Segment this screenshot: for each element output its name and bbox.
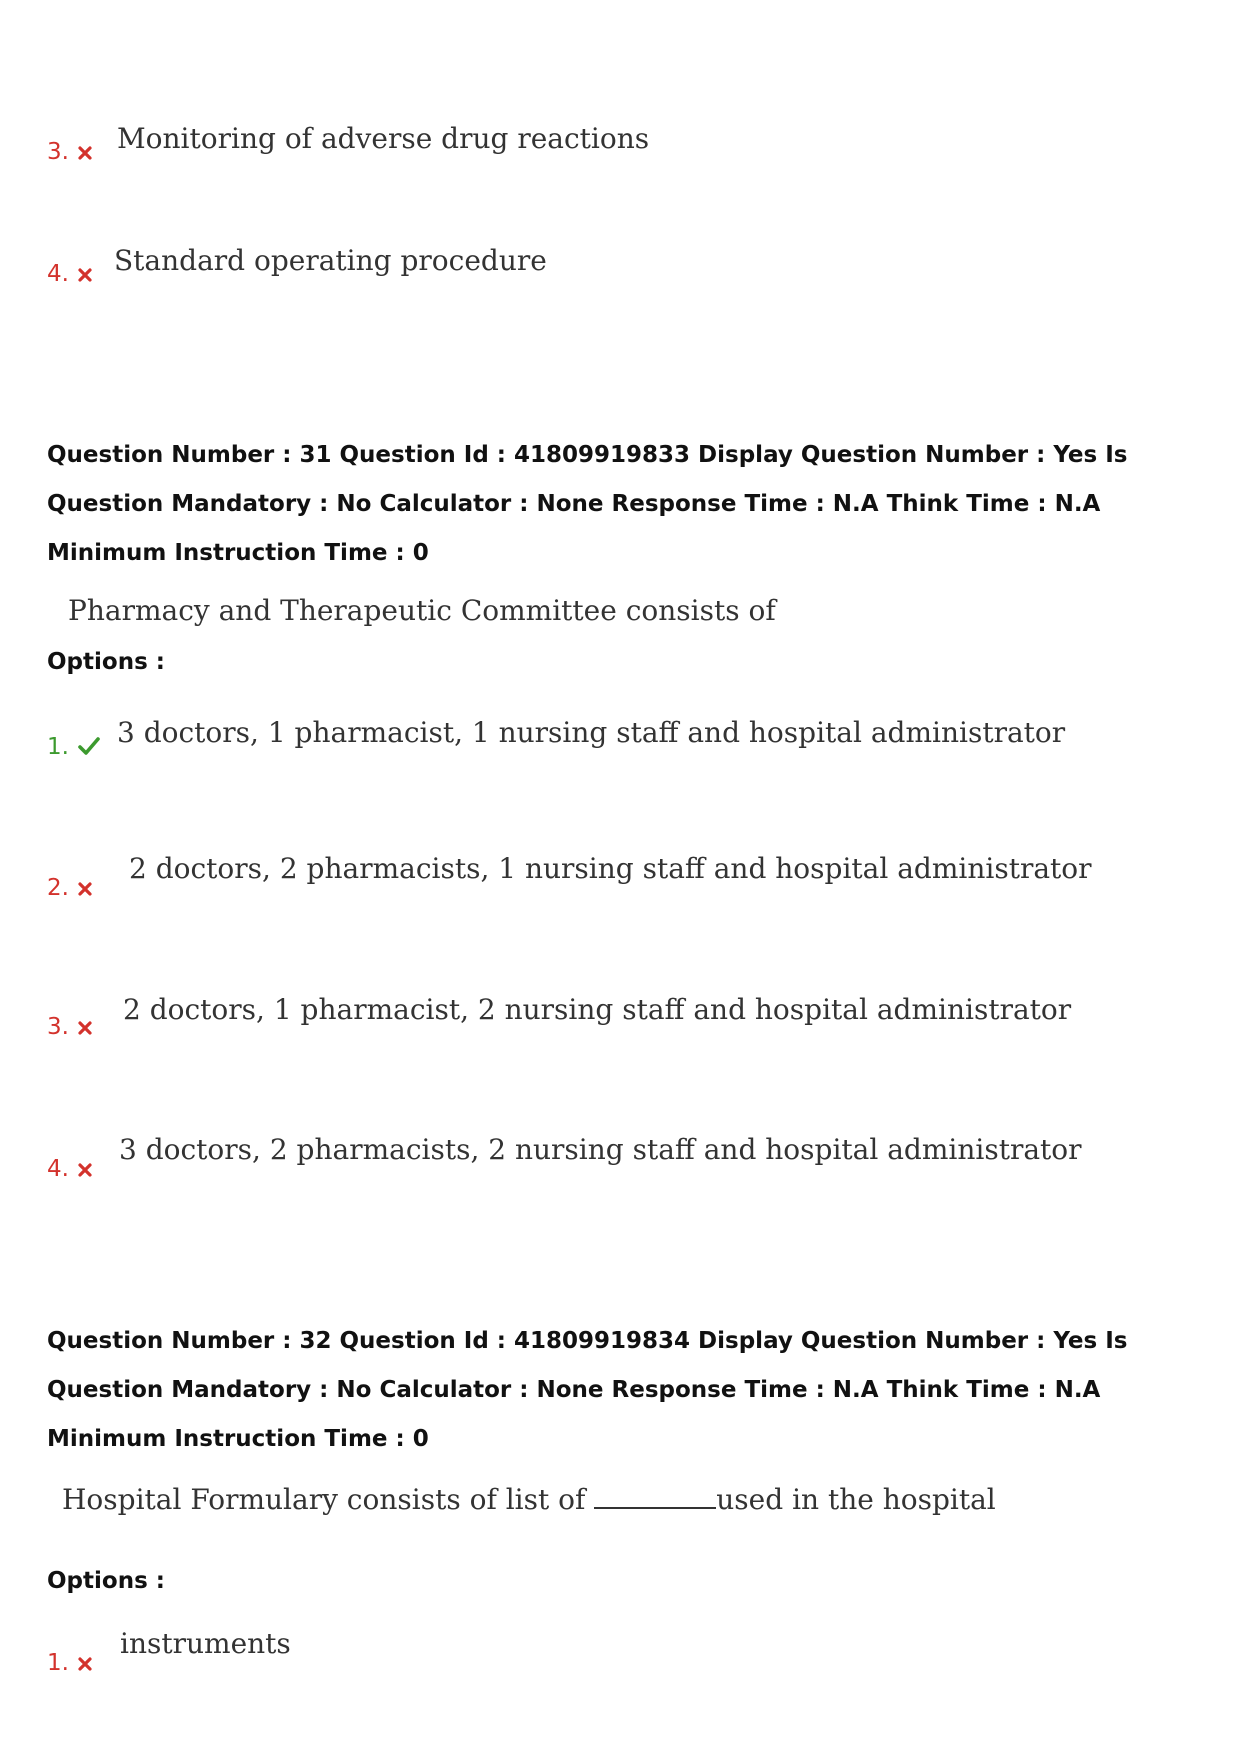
option-number: 3. — [47, 1014, 69, 1040]
option-number: 4. — [47, 1156, 69, 1182]
question-text — [62, 1483, 996, 1516]
option-number: 2. — [47, 875, 69, 901]
option-number: 3. — [47, 139, 69, 165]
question-text-end: used in the hospital — [716, 1483, 996, 1516]
cross-icon — [77, 881, 93, 897]
cross-icon — [77, 145, 93, 161]
option-text: 3 doctors, 1 pharmacist, 1 nursing staff and hospital administrator — [117, 716, 1066, 749]
option-number: 4. — [47, 261, 69, 287]
question-text: Pharmacy and Therapeutic Committee consists of — [68, 594, 776, 627]
option-text: 2 doctors, 1 pharmacist, 2 nursing staff and hospital administrator — [123, 993, 1072, 1026]
option-text: 3 doctors, 2 pharmacists, 2 nursing staff and hospital administrator — [119, 1133, 1082, 1166]
options-label: Options : — [47, 649, 165, 675]
cross-icon — [77, 1020, 93, 1036]
option-text: instruments — [120, 1627, 291, 1660]
question-text-start: Hospital Formulary consists of list of — [62, 1483, 586, 1516]
option-text: Standard operating procedure — [114, 244, 547, 277]
option-text: 2 doctors, 2 pharmacists, 1 nursing staff and hospital administrator — [129, 852, 1092, 885]
option-text: Monitoring of adverse drug reactions — [117, 122, 650, 155]
options-label: Options : — [47, 1568, 165, 1594]
option-number: 1. — [47, 734, 69, 760]
cross-icon — [77, 1162, 93, 1178]
fill-in-blank — [594, 1506, 716, 1509]
cross-icon — [77, 267, 93, 283]
question-header: Question Number : 31 Question Id : 41809919833 Display Question Number : Yes Is Question Mandatory : No Calculator : None Response Time : N.A Think Time : N.A Minimum Instruction Time : 0 — [47, 442, 1128, 566]
option-number: 1. — [47, 1650, 69, 1676]
check-icon — [78, 736, 100, 756]
cross-icon — [77, 1656, 93, 1672]
question-header: Question Number : 32 Question Id : 41809919834 Display Question Number : Yes Is Question Mandatory : No Calculator : None Response Time : N.A Think Time : N.A Minimum Instruction Time : 0 — [47, 1328, 1128, 1452]
